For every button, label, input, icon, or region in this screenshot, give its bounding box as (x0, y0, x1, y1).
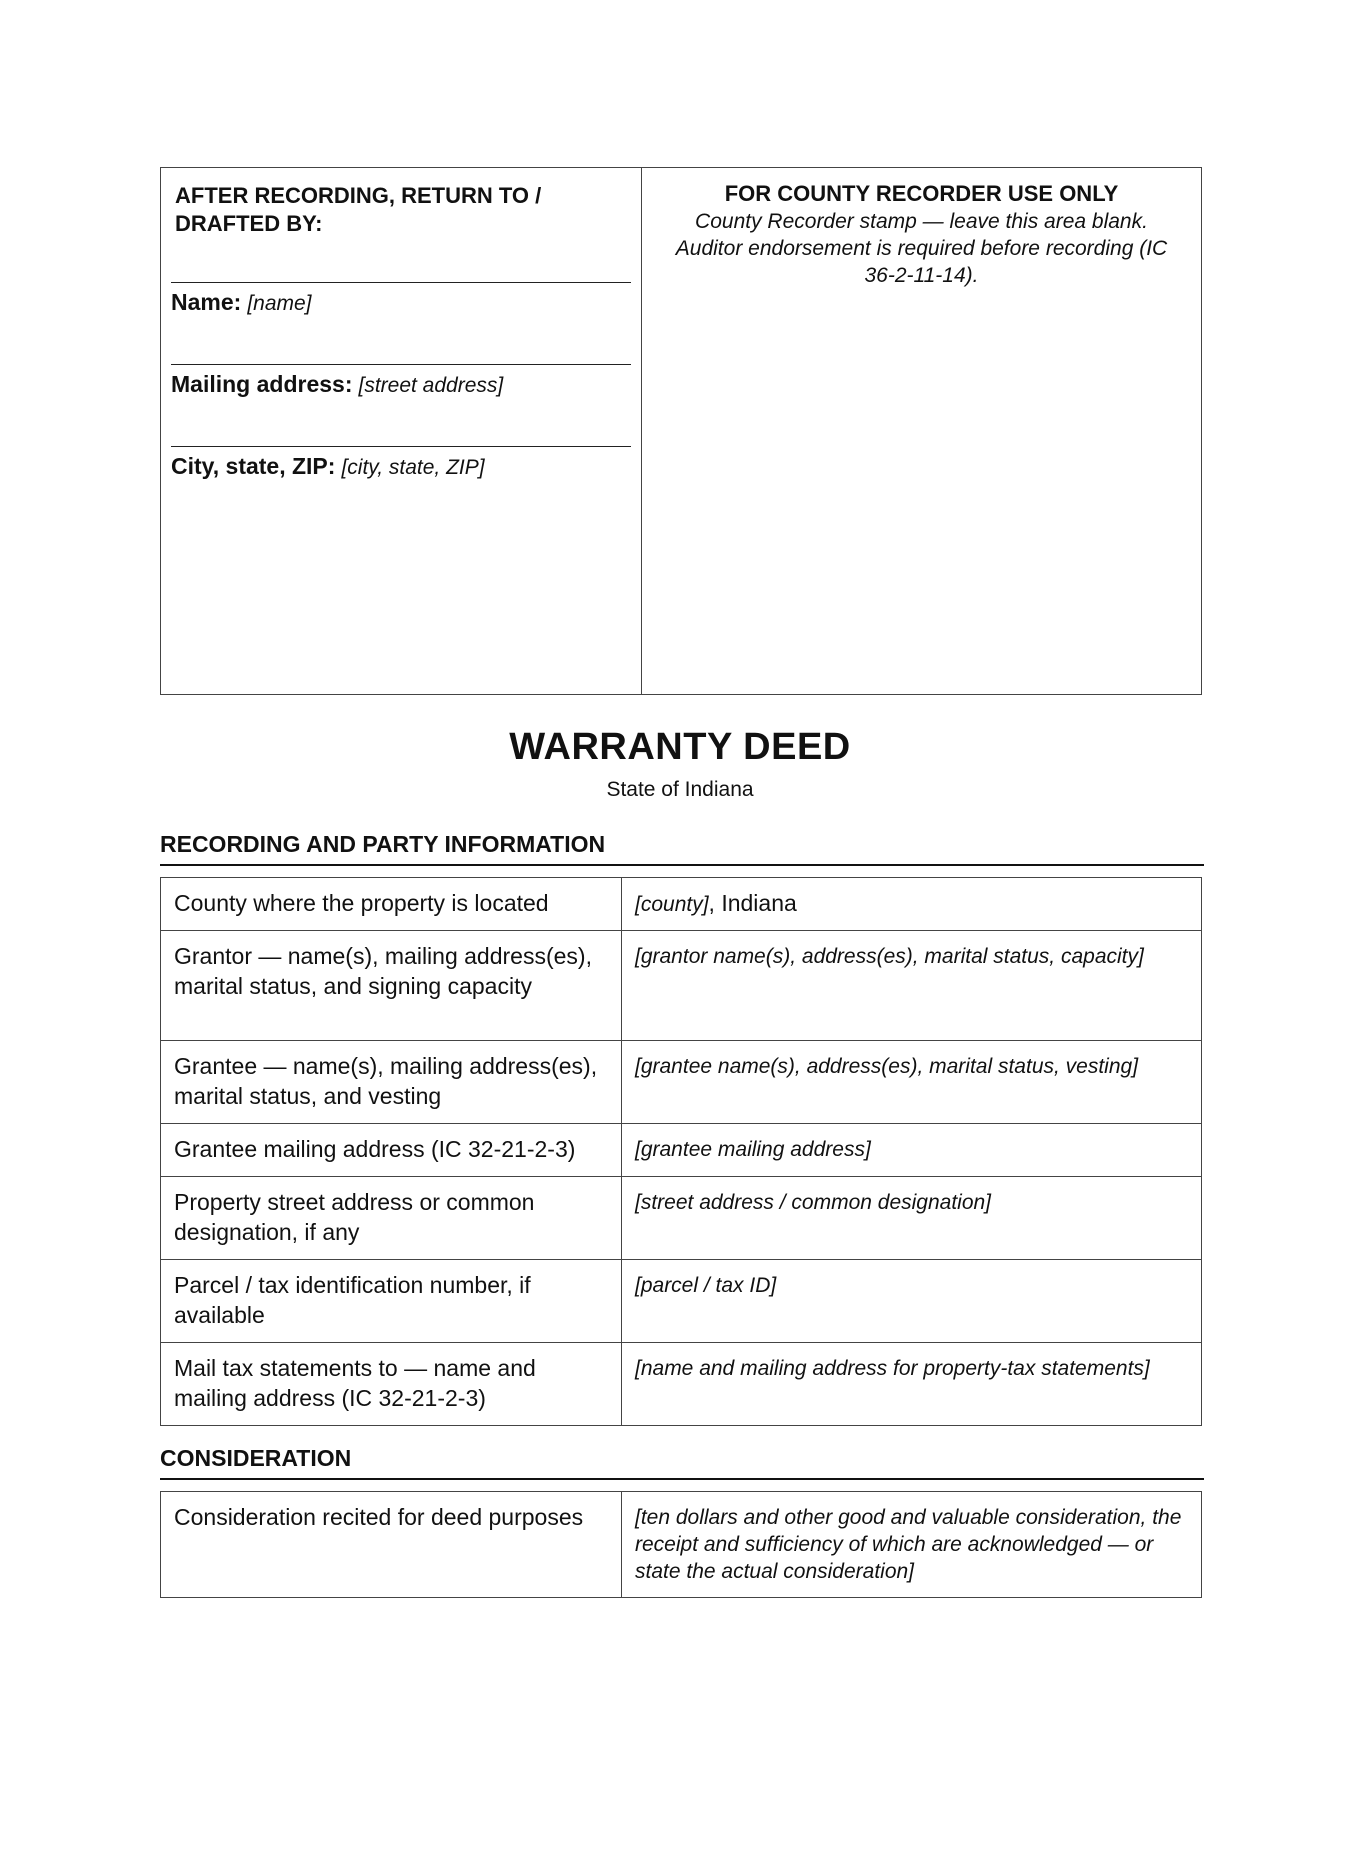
name-label: Name: (171, 289, 242, 315)
row-value: [parcel / tax ID] (622, 1260, 1202, 1343)
table-row (161, 1492, 1202, 1598)
row-label: Property street address or common designation, if any (161, 1177, 622, 1260)
party-section-heading: RECORDING AND PARTY INFORMATION (160, 831, 1204, 866)
mailing-label: Mailing address: (171, 371, 353, 397)
row-label: Parcel / tax identification number, if available (161, 1260, 622, 1343)
table-row (161, 1343, 1202, 1426)
recorder-heading: FOR COUNTY RECORDER USE ONLY (724, 181, 1119, 206)
city-label: City, state, ZIP: (171, 453, 336, 479)
city-line (171, 446, 631, 480)
party-info-table (160, 877, 1202, 1426)
county-value: [county] (635, 893, 709, 916)
row-value: [grantee name(s), address(es), marital status, vesting] (622, 1041, 1202, 1124)
table-row (161, 1124, 1202, 1177)
row-value: [ten dollars and other good and valuable consideration, the receipt and sufficiency of which are acknowledged — or state the actual consideration] (622, 1492, 1202, 1598)
document-subtitle: State of Indiana (606, 778, 754, 801)
row-label: Mail tax statements to — name and mailing address (IC 32-21-2-3) (161, 1343, 622, 1426)
return-to-panel (161, 168, 642, 694)
table-row (161, 878, 1202, 931)
row-label: County where the property is located (161, 878, 622, 931)
county-state: , Indiana (708, 890, 797, 916)
name-line (171, 282, 631, 316)
return-to-heading: AFTER RECORDING, RETURN TO / DRAFTED BY: (175, 183, 542, 236)
row-value (622, 878, 1202, 931)
row-label: Grantee mailing address (IC 32-21-2-3) (161, 1124, 622, 1177)
city-rule (171, 446, 631, 447)
table-row (161, 1177, 1202, 1260)
recorder-note: County Recorder stamp — leave this area blank. Auditor endorsement is required before recording (IC 36-2-11-14). (675, 210, 1168, 287)
row-label: Grantor — name(s), mailing address(es), marital status, and signing capacity (161, 931, 622, 1041)
name-value: [name] (247, 292, 312, 315)
mailing-rule (171, 364, 631, 365)
recording-box (160, 167, 1202, 695)
row-value: [grantor name(s), address(es), marital status, capacity] (622, 931, 1202, 1041)
name-rule (171, 282, 631, 283)
table-row (161, 931, 1202, 1041)
mailing-value: [street address] (358, 374, 504, 397)
city-value: [city, state, ZIP] (341, 456, 485, 479)
row-label: Consideration recited for deed purposes (161, 1492, 622, 1598)
row-value: [name and mailing address for property-tax statements] (622, 1343, 1202, 1426)
consideration-section-heading: CONSIDERATION (160, 1445, 1204, 1480)
document-title: WARRANTY DEED (509, 726, 851, 768)
row-value: [street address / common designation] (622, 1177, 1202, 1260)
consideration-table (160, 1491, 1202, 1598)
mailing-line (171, 364, 631, 398)
table-row (161, 1041, 1202, 1124)
row-value: [grantee mailing address] (622, 1124, 1202, 1177)
table-row (161, 1260, 1202, 1343)
row-label: Grantee — name(s), mailing address(es), marital status, and vesting (161, 1041, 622, 1124)
recorder-use-panel (642, 168, 1201, 694)
